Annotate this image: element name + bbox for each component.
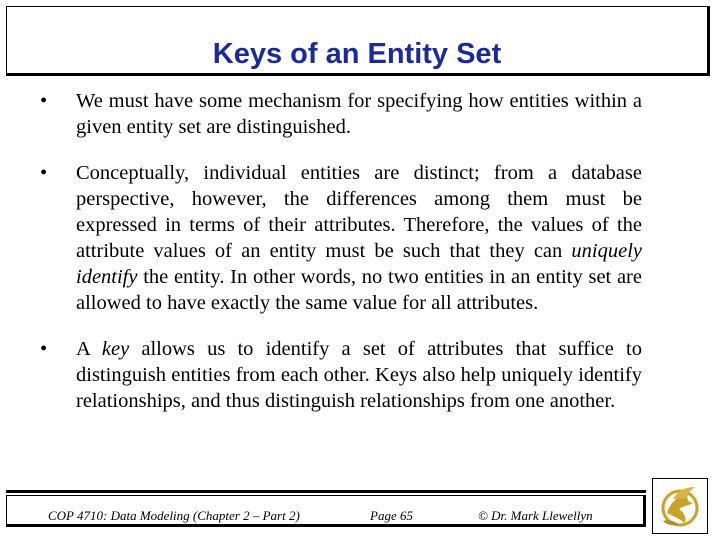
bullet-3-text-after: allows us to identify a set of attributes that suffice to distinguish entities from each other. Keys also help uniquely identify relationships, and thus distinguish relationships from one another. [76,338,642,412]
bullet-1-text: We must have some mechanism for specifying how entities within a given entity set are distinguished. [76,90,642,138]
slide-title: Keys of an Entity Set [212,38,502,70]
bullet-2-text-after: the entity. In other words, no two entities in an entity set are allowed to have exactly the same value for all attributes. [76,266,642,314]
bullet-3-emphasis: key [101,338,130,360]
bullet-2-emphasis: uniquely identify [76,240,642,288]
bullet-item-3 [40,336,642,414]
footer-divider [6,490,646,493]
bullet-3-text-before: A [76,338,102,360]
pegasus-logo-icon [652,478,708,534]
footer-course: COP 4710: Data Modeling (Chapter 2 – Part 2) [48,508,300,523]
bullet-item-1 [40,88,642,140]
bullet-2-text-before: Conceptually, individual entities are distinct; from a database perspective, however, the differences among them must be expressed in terms of their attributes. Therefore, the values of the attribute values of an entity must be such that they can [76,162,642,262]
footer-author: © Dr. Mark Llewellyn [478,508,593,523]
footer-page-number: Page 65 [370,508,413,523]
bullet-item-2 [40,160,642,316]
bullet-list [40,88,642,414]
pegasus-logo-graphic [653,479,707,533]
